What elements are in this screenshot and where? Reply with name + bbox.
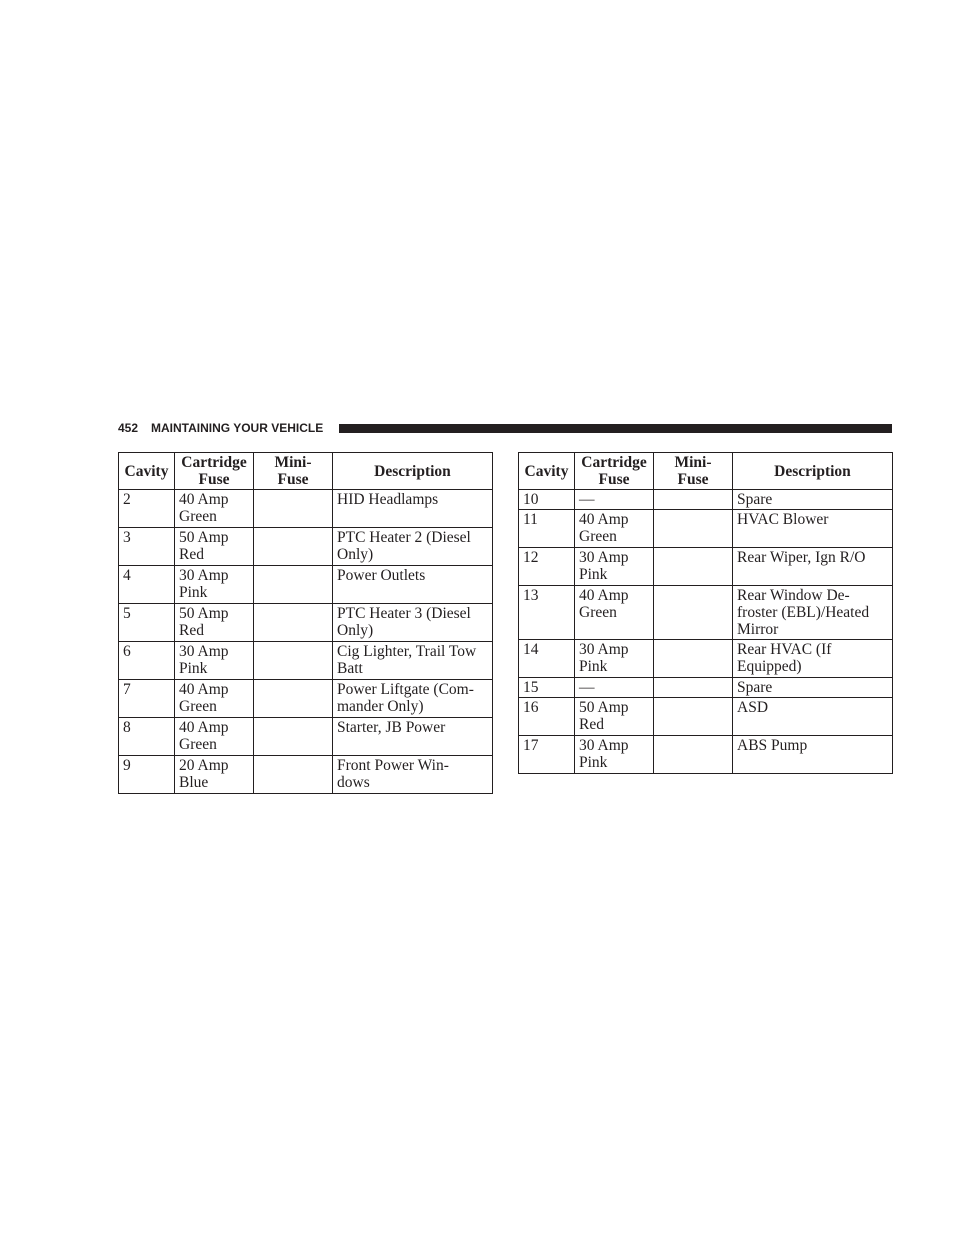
table-row: [119, 680, 493, 718]
cavity-cell: 7: [119, 680, 175, 718]
cartridge-cell: 40 Amp Green: [175, 490, 254, 528]
cavity-cell: 10: [519, 490, 575, 510]
table-row: [519, 510, 893, 548]
mini-fuse-cell: [254, 566, 333, 604]
table-row: [119, 756, 493, 794]
description-cell: Rear Wiper, Ign R/O: [733, 548, 893, 586]
cavity-cell: 13: [519, 586, 575, 640]
description-cell: Power Outlets: [333, 566, 493, 604]
cartridge-cell: —: [575, 678, 654, 698]
page-number: 452: [118, 421, 139, 435]
table-row: [119, 604, 493, 642]
table-row: [119, 490, 493, 528]
column-header-description: Description: [733, 453, 893, 490]
header-rule: [339, 424, 892, 433]
mini-fuse-cell: [254, 756, 333, 794]
mini-fuse-cell: [254, 490, 333, 528]
mini-fuse-cell: [254, 642, 333, 680]
column-header-cartridge-fuse: Cartridge Fuse: [175, 453, 254, 490]
table-row: [519, 736, 893, 774]
description-cell: PTC Heater 2 (Diesel Only): [333, 528, 493, 566]
mini-fuse-cell: [654, 698, 733, 736]
description-cell: HVAC Blower: [733, 510, 893, 548]
mini-fuse-cell: [654, 548, 733, 586]
fuse-table-right: [518, 452, 893, 774]
cartridge-cell: 40 Amp Green: [575, 510, 654, 548]
table-row: [519, 640, 893, 678]
cavity-cell: 6: [119, 642, 175, 680]
table-row: [519, 548, 893, 586]
page-header: [118, 420, 892, 436]
table-row: [119, 718, 493, 756]
cavity-cell: 12: [519, 548, 575, 586]
mini-fuse-cell: [654, 736, 733, 774]
description-cell: HID Headlamps: [333, 490, 493, 528]
fuse-table-left: [118, 452, 493, 794]
cartridge-cell: 30 Amp Pink: [575, 736, 654, 774]
cavity-cell: 8: [119, 718, 175, 756]
description-cell: Spare: [733, 490, 893, 510]
cartridge-cell: 30 Amp Pink: [575, 548, 654, 586]
column-header-mini-fuse: Mini- Fuse: [654, 453, 733, 490]
description-cell: Rear HVAC (If Equipped): [733, 640, 893, 678]
cavity-cell: 4: [119, 566, 175, 604]
mini-fuse-cell: [254, 528, 333, 566]
table-row: [119, 566, 493, 604]
mini-fuse-cell: [654, 640, 733, 678]
table-row: [519, 586, 893, 640]
description-cell: Front Power Win- dows: [333, 756, 493, 794]
description-cell: Rear Window De- froster (EBL)/Heated Mirror: [733, 586, 893, 640]
cartridge-cell: 40 Amp Green: [575, 586, 654, 640]
cavity-cell: 9: [119, 756, 175, 794]
table-row: [119, 642, 493, 680]
description-cell: Power Liftgate (Com- mander Only): [333, 680, 493, 718]
mini-fuse-cell: [654, 586, 733, 640]
table-row: [519, 490, 893, 510]
mini-fuse-cell: [254, 718, 333, 756]
description-cell: Starter, JB Power: [333, 718, 493, 756]
description-cell: ASD: [733, 698, 893, 736]
cavity-cell: 3: [119, 528, 175, 566]
cartridge-cell: 30 Amp Pink: [175, 642, 254, 680]
description-cell: Spare: [733, 678, 893, 698]
mini-fuse-cell: [254, 680, 333, 718]
mini-fuse-cell: [654, 678, 733, 698]
cavity-cell: 17: [519, 736, 575, 774]
section-title: MAINTAINING YOUR VEHICLE: [151, 421, 324, 435]
column-header-cavity: Cavity: [119, 453, 175, 490]
cartridge-cell: 50 Amp Red: [575, 698, 654, 736]
cavity-cell: 16: [519, 698, 575, 736]
cartridge-cell: 30 Amp Pink: [575, 640, 654, 678]
cartridge-cell: 40 Amp Green: [175, 718, 254, 756]
table-header-row: [119, 453, 493, 490]
column-header-cartridge-fuse: Cartridge Fuse: [575, 453, 654, 490]
cavity-cell: 15: [519, 678, 575, 698]
cartridge-cell: 40 Amp Green: [175, 680, 254, 718]
mini-fuse-cell: [654, 490, 733, 510]
table-header-row: [519, 453, 893, 490]
column-header-description: Description: [333, 453, 493, 490]
cartridge-cell: 20 Amp Blue: [175, 756, 254, 794]
mini-fuse-cell: [254, 604, 333, 642]
cavity-cell: 2: [119, 490, 175, 528]
column-header-cavity: Cavity: [519, 453, 575, 490]
table-row: [519, 698, 893, 736]
cavity-cell: 11: [519, 510, 575, 548]
cavity-cell: 14: [519, 640, 575, 678]
table-row: [519, 678, 893, 698]
cartridge-cell: 50 Amp Red: [175, 528, 254, 566]
cartridge-cell: 50 Amp Red: [175, 604, 254, 642]
cavity-cell: 5: [119, 604, 175, 642]
mini-fuse-cell: [654, 510, 733, 548]
column-header-mini-fuse: Mini- Fuse: [254, 453, 333, 490]
description-cell: PTC Heater 3 (Diesel Only): [333, 604, 493, 642]
cartridge-cell: 30 Amp Pink: [175, 566, 254, 604]
description-cell: ABS Pump: [733, 736, 893, 774]
cartridge-cell: —: [575, 490, 654, 510]
table-row: [119, 528, 493, 566]
description-cell: Cig Lighter, Trail Tow Batt: [333, 642, 493, 680]
